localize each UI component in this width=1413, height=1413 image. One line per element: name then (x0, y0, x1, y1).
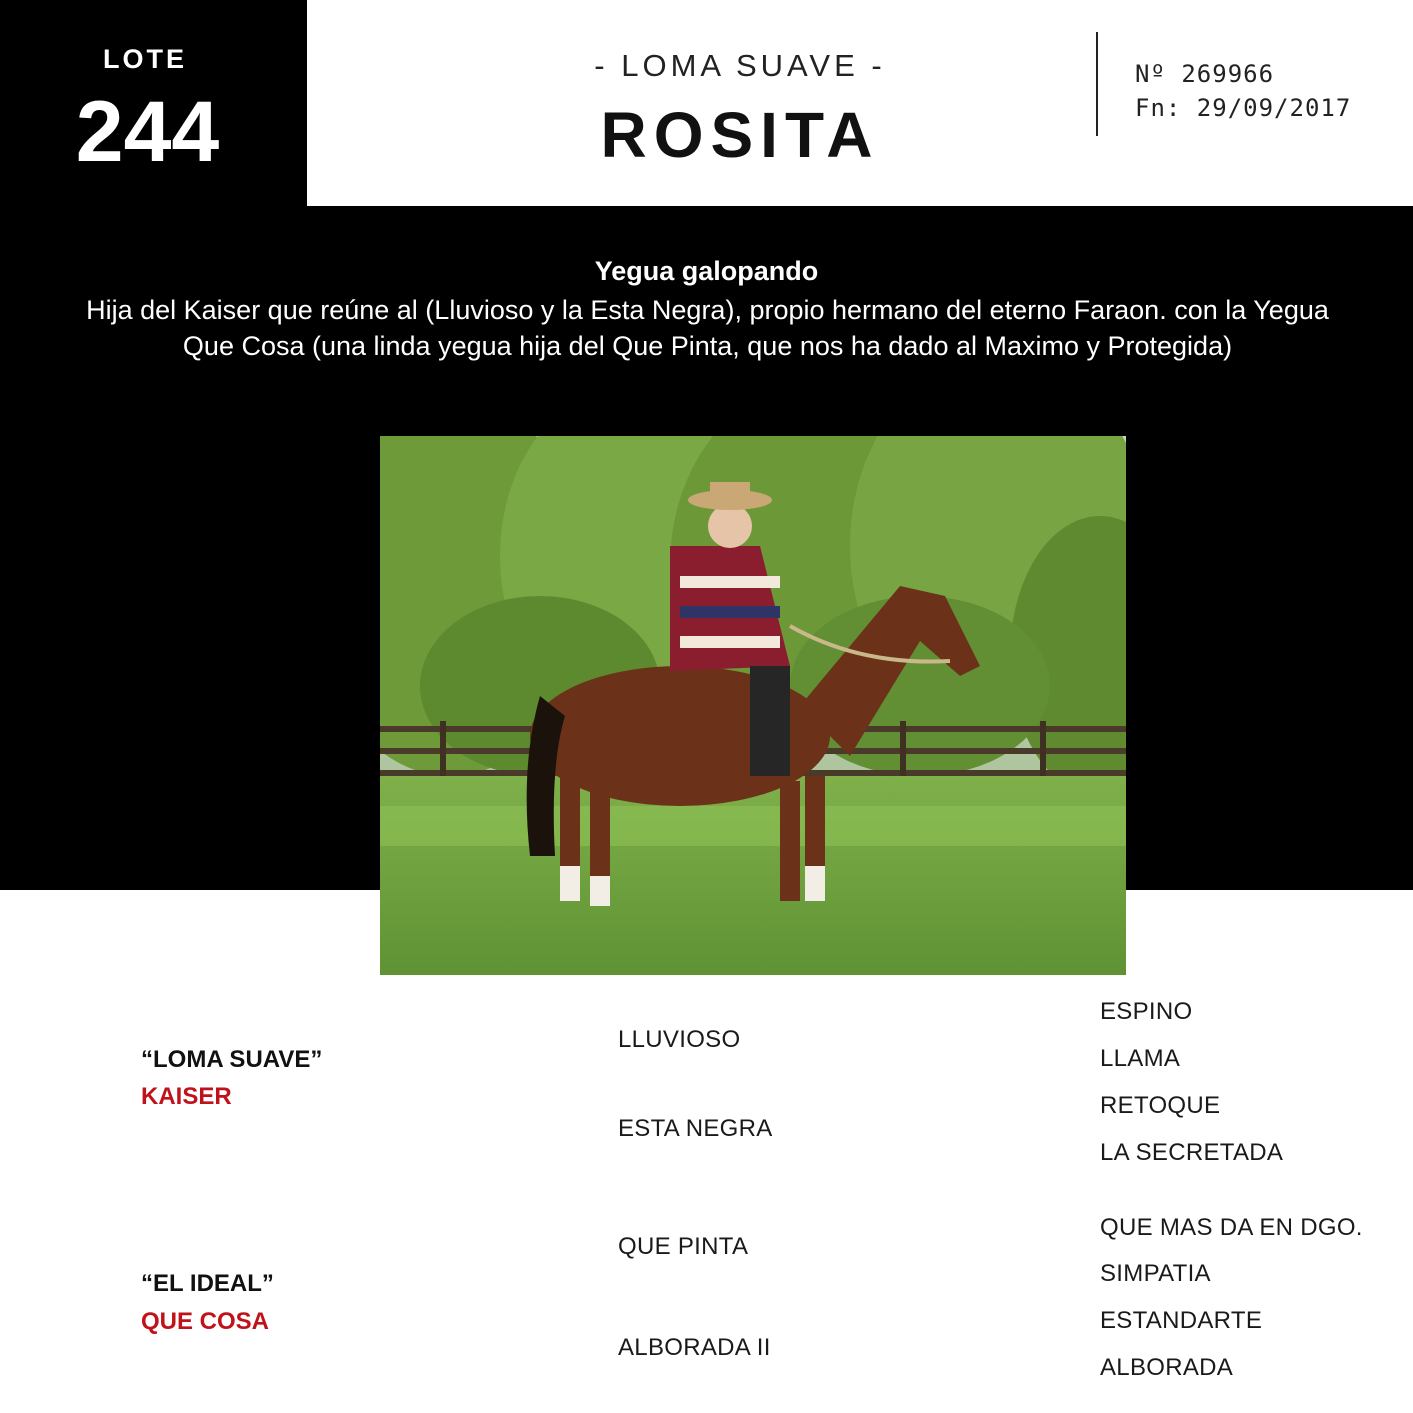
sire-sire-dam-name: LLAMA (1100, 1045, 1181, 1072)
sire-dam-name: ESTA NEGRA (618, 1115, 773, 1142)
breeder-name: - LOMA SUAVE - (594, 48, 886, 83)
dam-dam-sire-name: ESTANDARTE (1100, 1307, 1263, 1334)
dam-name: QUE COSA (141, 1308, 270, 1335)
registration-number: Nº 269966 (1135, 60, 1275, 88)
lot-number: 244 (75, 84, 220, 180)
dam-sire-sire-name: QUE MAS DA EN DGO. (1100, 1214, 1363, 1241)
birth-date: Fn: 29/09/2017 (1135, 94, 1352, 122)
dam-dam-name: ALBORADA II (618, 1334, 771, 1361)
lot-box (0, 0, 307, 206)
horse-name: ROSITA (600, 99, 880, 171)
sire-name: KAISER (141, 1083, 232, 1110)
lot-label: LOTE (103, 44, 187, 74)
sire-dam-dam-name: LA SECRETADA (1100, 1139, 1284, 1166)
sire-sire-sire-name: ESPINO (1100, 998, 1193, 1025)
sire-dam-sire-name: RETOQUE (1100, 1092, 1221, 1119)
dam-sire-name: QUE PINTA (618, 1233, 749, 1260)
sire-sire-name: LLUVIOSO (618, 1026, 741, 1053)
horse-rider-photo (380, 436, 1126, 975)
header-divider (1096, 32, 1098, 136)
description-title: Yegua galopando (594, 256, 819, 286)
sire-farm: “LOMA SUAVE” (141, 1046, 323, 1073)
dam-dam-dam-name: ALBORADA (1100, 1354, 1234, 1381)
dam-sire-dam-name: SIMPATIA (1100, 1260, 1211, 1287)
dam-farm: “EL IDEAL” (141, 1270, 274, 1297)
description-text: Hija del Kaiser que reúne al (Lluvioso y la Esta Negra), propio hermano del eterno Faraon. con la Yegua Que Cosa (una linda yegua hija del Que Pinta, que nos ha dado al Maximo y Protegida) (86, 295, 1329, 361)
